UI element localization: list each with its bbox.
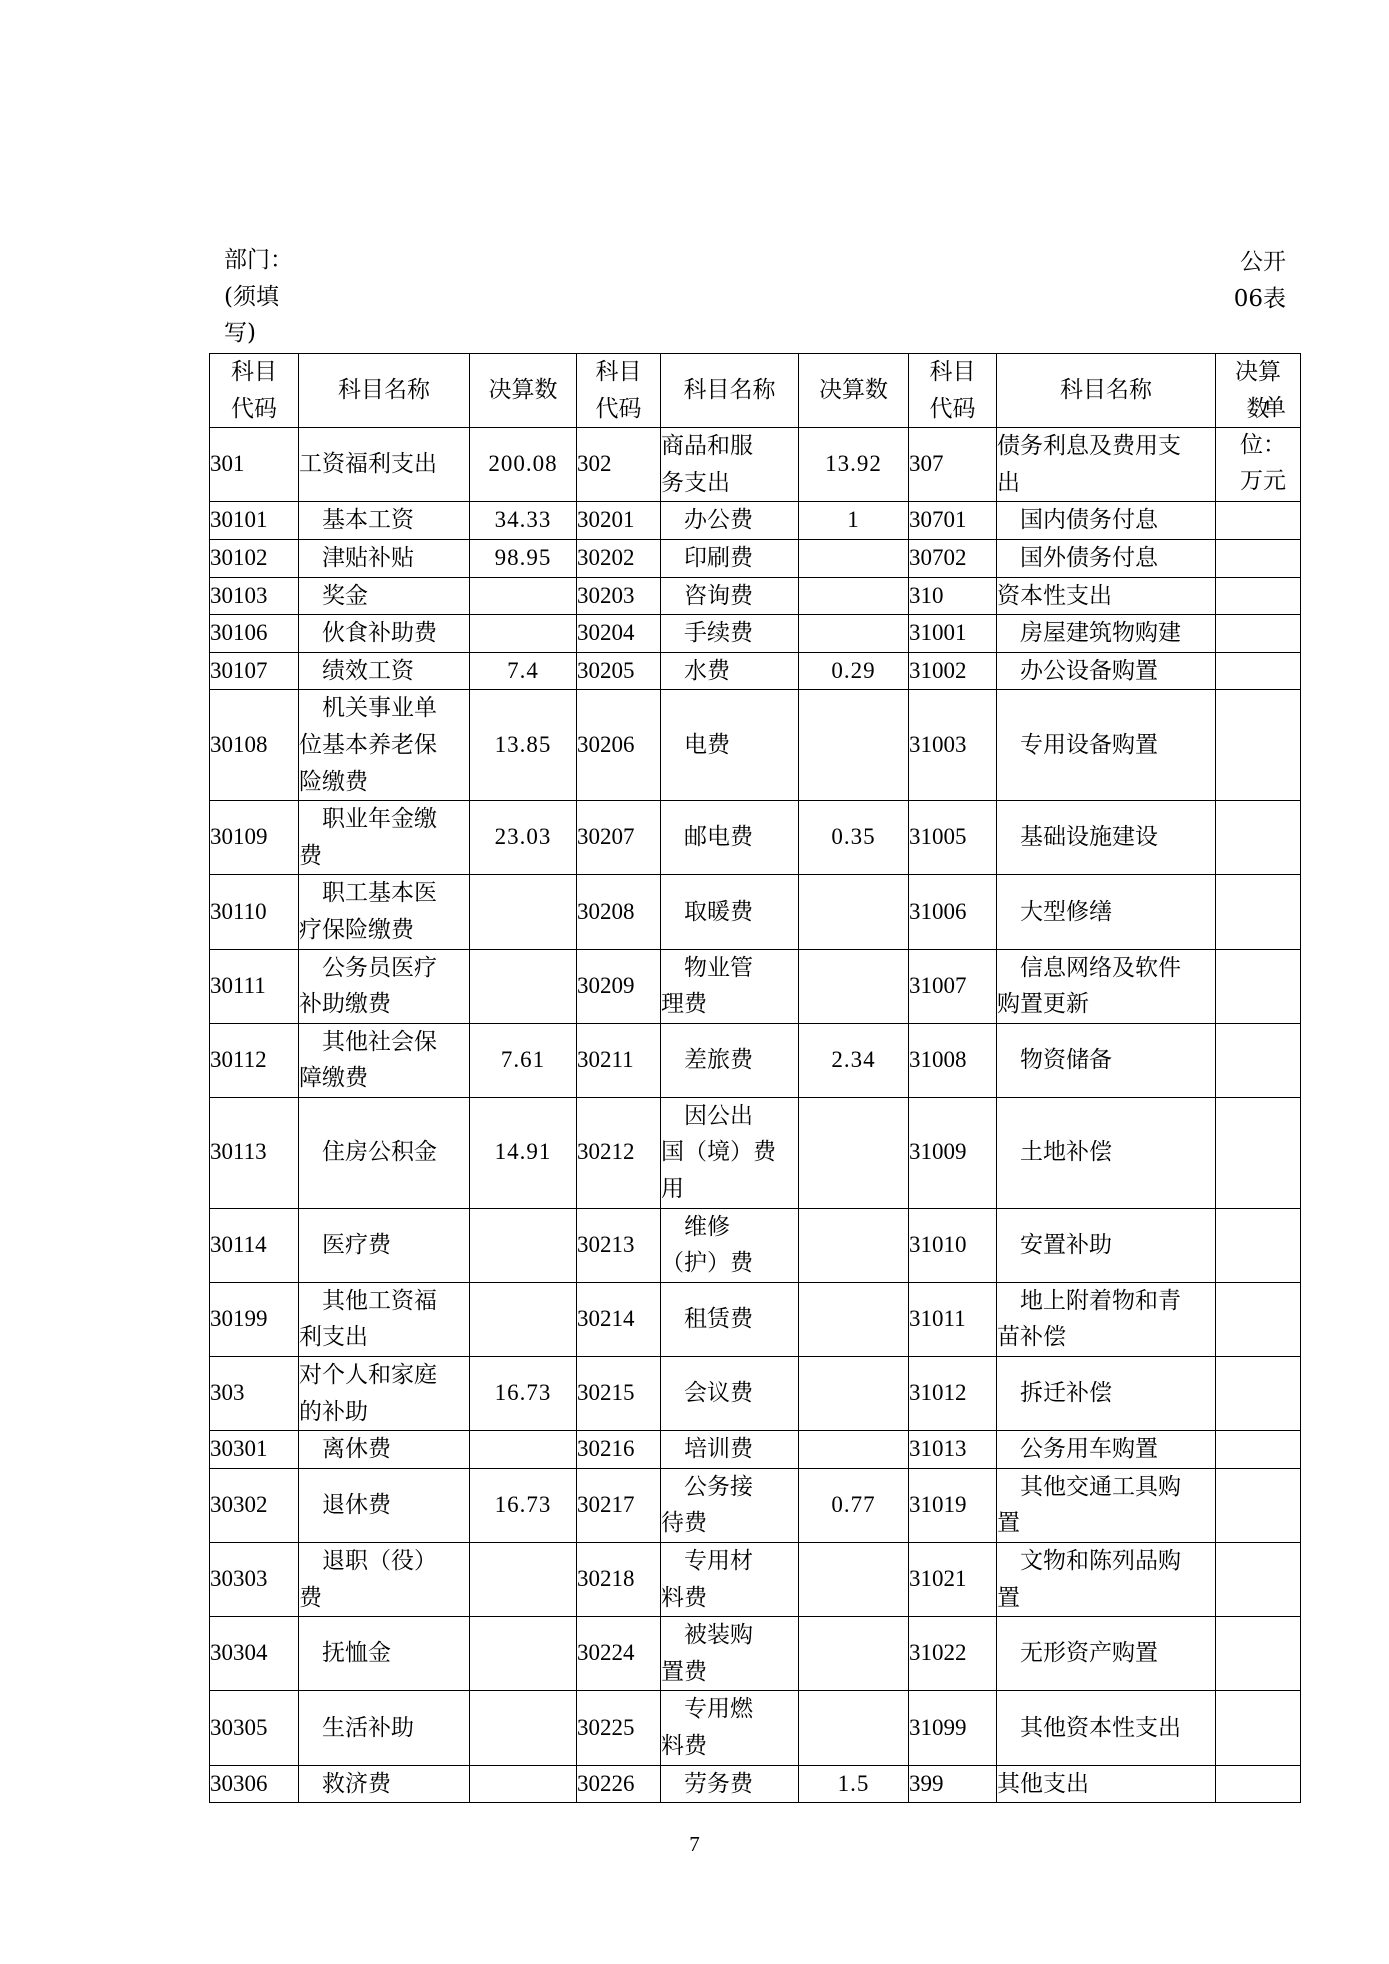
item-name-cell: 咨询费 [661, 577, 799, 615]
item-amount-cell [470, 1691, 577, 1765]
item-amount-cell: 0.77 [799, 1468, 909, 1542]
item-amount-cell: 13.85 [470, 690, 577, 801]
item-amount-cell [1216, 949, 1301, 1023]
item-code-cell: 30224 [577, 1617, 661, 1691]
item-code-cell: 31011 [909, 1282, 997, 1356]
table-row [210, 577, 1301, 615]
item-code-cell: 31009 [909, 1097, 997, 1208]
item-name-cell: 住房公积金 [299, 1097, 470, 1208]
item-amount-cell [470, 1765, 577, 1803]
item-code-cell: 310 [909, 577, 997, 615]
item-amount-cell: 7.61 [470, 1023, 577, 1097]
item-name-cell: 工资福利支出 [299, 428, 470, 502]
item-code-cell: 31099 [909, 1691, 997, 1765]
item-amount-cell [799, 690, 909, 801]
item-code-cell: 30102 [210, 539, 299, 577]
header-name-cell: 科目名称 [299, 354, 470, 428]
item-amount-cell: 16.73 [470, 1468, 577, 1542]
item-name-cell: 其他资本性支出 [997, 1691, 1216, 1765]
item-code-cell: 30203 [577, 577, 661, 615]
item-amount-cell [1216, 801, 1301, 875]
item-code-cell: 30304 [210, 1617, 299, 1691]
item-code-cell: 30213 [577, 1208, 661, 1282]
item-name-cell: 其他支出 [997, 1765, 1216, 1803]
item-code-cell: 30106 [210, 615, 299, 653]
item-name-cell: 基本工资 [299, 502, 470, 540]
table-row [210, 1357, 1301, 1431]
item-amount-cell [799, 615, 909, 653]
item-code-cell: 31019 [909, 1468, 997, 1542]
item-amount-cell: 1.5 [799, 1765, 909, 1803]
item-amount-cell: 1 [799, 502, 909, 540]
item-amount-cell [470, 577, 577, 615]
item-amount-cell [1216, 1282, 1301, 1356]
table-header-row [210, 354, 1301, 428]
item-name-cell: 奖金 [299, 577, 470, 615]
header-name-cell: 科目名称 [661, 354, 799, 428]
item-name-cell: 专用材 料费 [661, 1543, 799, 1617]
table-row [210, 1468, 1301, 1542]
item-amount-cell: 23.03 [470, 801, 577, 875]
header-amount-cell: 决算 数 [1216, 354, 1301, 428]
table-row [210, 1208, 1301, 1282]
item-code-cell: 30201 [577, 502, 661, 540]
item-name-cell: 国外债务付息 [997, 539, 1216, 577]
item-amount-cell [1216, 502, 1301, 540]
item-code-cell: 301 [210, 428, 299, 502]
item-amount-cell [470, 1282, 577, 1356]
item-code-cell: 30208 [577, 875, 661, 949]
item-code-cell: 30110 [210, 875, 299, 949]
item-amount-cell: 98.95 [470, 539, 577, 577]
item-code-cell: 31022 [909, 1617, 997, 1691]
item-name-cell: 退职（役） 费 [299, 1543, 470, 1617]
item-code-cell: 30301 [210, 1431, 299, 1469]
item-name-cell: 退休费 [299, 1468, 470, 1542]
item-code-cell: 30107 [210, 652, 299, 690]
item-code-cell: 30215 [577, 1357, 661, 1431]
item-name-cell: 物业管 理费 [661, 949, 799, 1023]
item-amount-cell [1216, 428, 1301, 502]
item-name-cell: 伙食补助费 [299, 615, 470, 653]
item-amount-cell [1216, 1208, 1301, 1282]
table-row [210, 615, 1301, 653]
item-code-cell: 30109 [210, 801, 299, 875]
item-code-cell: 30211 [577, 1023, 661, 1097]
item-amount-cell [470, 875, 577, 949]
item-amount-cell [1216, 1023, 1301, 1097]
item-name-cell: 资本性支出 [997, 577, 1216, 615]
item-code-cell: 307 [909, 428, 997, 502]
item-code-cell: 30207 [577, 801, 661, 875]
item-amount-cell [1216, 1543, 1301, 1617]
item-code-cell: 30302 [210, 1468, 299, 1542]
item-amount-cell [470, 1431, 577, 1469]
item-code-cell: 30226 [577, 1765, 661, 1803]
item-name-cell: 房屋建筑物购建 [997, 615, 1216, 653]
item-amount-cell [1216, 1357, 1301, 1431]
item-amount-cell [799, 875, 909, 949]
item-name-cell: 办公设备购置 [997, 652, 1216, 690]
item-code-cell: 30209 [577, 949, 661, 1023]
item-amount-cell [1216, 615, 1301, 653]
item-name-cell: 大型修缮 [997, 875, 1216, 949]
item-name-cell: 基础设施建设 [997, 801, 1216, 875]
item-name-cell: 租赁费 [661, 1282, 799, 1356]
table-row [210, 1431, 1301, 1469]
item-name-cell: 因公出 国（境）费 用 [661, 1097, 799, 1208]
item-amount-cell [799, 577, 909, 615]
header-code-cell: 科目 代码 [577, 354, 661, 428]
table-row [210, 1023, 1301, 1097]
table-row [210, 1282, 1301, 1356]
item-code-cell: 31010 [909, 1208, 997, 1282]
header-amount-cell: 决算数 [470, 354, 577, 428]
item-name-cell: 专用设备购置 [997, 690, 1216, 801]
item-name-cell: 对个人和家庭 的补助 [299, 1357, 470, 1431]
item-code-cell: 30112 [210, 1023, 299, 1097]
item-name-cell: 救济费 [299, 1765, 470, 1803]
item-code-cell: 30199 [210, 1282, 299, 1356]
item-amount-cell [799, 949, 909, 1023]
item-code-cell: 30202 [577, 539, 661, 577]
item-name-cell: 债务利息及费用支 出 [997, 428, 1216, 502]
item-code-cell: 30218 [577, 1543, 661, 1617]
item-code-cell: 30111 [210, 949, 299, 1023]
item-name-cell: 其他工资福 利支出 [299, 1282, 470, 1356]
item-name-cell: 生活补助 [299, 1691, 470, 1765]
item-amount-cell: 0.29 [799, 652, 909, 690]
item-name-cell: 职业年金缴 费 [299, 801, 470, 875]
item-code-cell: 302 [577, 428, 661, 502]
item-amount-cell: 13.92 [799, 428, 909, 502]
item-code-cell: 30306 [210, 1765, 299, 1803]
item-amount-cell [470, 1208, 577, 1282]
item-code-cell: 30113 [210, 1097, 299, 1208]
item-amount-cell [799, 1208, 909, 1282]
item-code-cell: 30205 [577, 652, 661, 690]
item-name-cell: 文物和陈列品购 置 [997, 1543, 1216, 1617]
item-amount-cell [1216, 652, 1301, 690]
item-amount-cell [1216, 1617, 1301, 1691]
item-amount-cell [1216, 577, 1301, 615]
item-name-cell: 其他交通工具购 置 [997, 1468, 1216, 1542]
form-id-label: 公开 06表 [1233, 249, 1286, 312]
table-row [210, 502, 1301, 540]
item-code-cell: 30108 [210, 690, 299, 801]
item-code-cell: 30114 [210, 1208, 299, 1282]
item-name-cell: 物资储备 [997, 1023, 1216, 1097]
item-name-cell: 安置补助 [997, 1208, 1216, 1282]
item-amount-cell [799, 1543, 909, 1617]
item-amount-cell [799, 1357, 909, 1431]
item-amount-cell [799, 1097, 909, 1208]
table-row [210, 1097, 1301, 1208]
item-code-cell: 31007 [909, 949, 997, 1023]
item-amount-cell: 7.4 [470, 652, 577, 690]
item-code-cell: 30702 [909, 539, 997, 577]
item-name-cell: 水费 [661, 652, 799, 690]
item-name-cell: 电费 [661, 690, 799, 801]
item-amount-cell: 2.34 [799, 1023, 909, 1097]
item-name-cell: 会议费 [661, 1357, 799, 1431]
item-code-cell: 30103 [210, 577, 299, 615]
item-name-cell: 医疗费 [299, 1208, 470, 1282]
header-name-cell: 科目名称 [997, 354, 1216, 428]
item-code-cell: 31021 [909, 1543, 997, 1617]
item-name-cell: 公务员医疗 补助缴费 [299, 949, 470, 1023]
table-row [210, 875, 1301, 949]
item-code-cell: 30305 [210, 1691, 299, 1765]
item-amount-cell [1216, 1765, 1301, 1803]
unit-label: 单 位： 万元 [1240, 395, 1286, 494]
table-row [210, 801, 1301, 875]
item-code-cell: 31013 [909, 1431, 997, 1469]
item-name-cell: 地上附着物和青 苗补偿 [997, 1282, 1216, 1356]
item-name-cell: 维修 （护）费 [661, 1208, 799, 1282]
item-amount-cell [1216, 1468, 1301, 1542]
item-amount-cell: 0.35 [799, 801, 909, 875]
item-name-cell: 被装购 置费 [661, 1617, 799, 1691]
table-row [210, 1691, 1301, 1765]
item-code-cell: 399 [909, 1765, 997, 1803]
item-code-cell: 31002 [909, 652, 997, 690]
item-name-cell: 邮电费 [661, 801, 799, 875]
item-amount-cell [799, 1431, 909, 1469]
item-name-cell: 印刷费 [661, 539, 799, 577]
item-amount-cell [1216, 539, 1301, 577]
table-row [210, 1543, 1301, 1617]
item-code-cell: 31003 [909, 690, 997, 801]
item-code-cell: 31008 [909, 1023, 997, 1097]
item-amount-cell [1216, 875, 1301, 949]
expenditure-table [209, 353, 1301, 1803]
item-amount-cell [1216, 1691, 1301, 1765]
item-name-cell: 专用燃 料费 [661, 1691, 799, 1765]
item-amount-cell [1216, 1431, 1301, 1469]
item-amount-cell [1216, 690, 1301, 801]
item-name-cell: 商品和服 务支出 [661, 428, 799, 502]
header-amount-cell: 决算数 [799, 354, 909, 428]
item-amount-cell [799, 1282, 909, 1356]
item-amount-cell [470, 1543, 577, 1617]
item-name-cell: 土地补偿 [997, 1097, 1216, 1208]
item-code-cell: 303 [210, 1357, 299, 1431]
item-name-cell: 培训费 [661, 1431, 799, 1469]
item-name-cell: 办公费 [661, 502, 799, 540]
department-label: 部门： (须填 写) [224, 247, 293, 346]
header-code-cell: 科目 代码 [210, 354, 299, 428]
item-code-cell: 30303 [210, 1543, 299, 1617]
item-code-cell: 30101 [210, 502, 299, 540]
table-row [210, 652, 1301, 690]
item-amount-cell [470, 1617, 577, 1691]
item-code-cell: 31012 [909, 1357, 997, 1431]
item-name-cell: 拆迁补偿 [997, 1357, 1216, 1431]
item-code-cell: 31006 [909, 875, 997, 949]
item-name-cell: 离休费 [299, 1431, 470, 1469]
table-row [210, 1765, 1301, 1803]
item-code-cell: 30217 [577, 1468, 661, 1542]
item-name-cell: 劳务费 [661, 1765, 799, 1803]
item-code-cell: 31005 [909, 801, 997, 875]
item-name-cell: 其他社会保 障缴费 [299, 1023, 470, 1097]
item-code-cell: 30216 [577, 1431, 661, 1469]
item-name-cell: 公务接 待费 [661, 1468, 799, 1542]
item-name-cell: 机关事业单 位基本养老保 险缴费 [299, 690, 470, 801]
table-row [210, 428, 1301, 502]
item-amount-cell: 14.91 [470, 1097, 577, 1208]
item-code-cell: 30225 [577, 1691, 661, 1765]
table-row [210, 690, 1301, 801]
item-amount-cell: 16.73 [470, 1357, 577, 1431]
item-amount-cell [470, 615, 577, 653]
item-name-cell: 职工基本医 疗保险缴费 [299, 875, 470, 949]
item-name-cell: 公务用车购置 [997, 1431, 1216, 1469]
item-code-cell: 30212 [577, 1097, 661, 1208]
item-code-cell: 30206 [577, 690, 661, 801]
item-amount-cell [1216, 1097, 1301, 1208]
item-name-cell: 抚恤金 [299, 1617, 470, 1691]
header-code-cell: 科目 代码 [909, 354, 997, 428]
item-code-cell: 30701 [909, 502, 997, 540]
item-code-cell: 30214 [577, 1282, 661, 1356]
item-name-cell: 无形资产购置 [997, 1617, 1216, 1691]
table-row [210, 539, 1301, 577]
item-amount-cell [470, 949, 577, 1023]
item-amount-cell [799, 539, 909, 577]
item-name-cell: 信息网络及软件 购置更新 [997, 949, 1216, 1023]
item-amount-cell [799, 1617, 909, 1691]
table-row [210, 949, 1301, 1023]
item-name-cell: 国内债务付息 [997, 502, 1216, 540]
item-code-cell: 31001 [909, 615, 997, 653]
page-number: 7 [689, 1832, 700, 1856]
item-name-cell: 手续费 [661, 615, 799, 653]
item-name-cell: 津贴补贴 [299, 539, 470, 577]
table-row [210, 1617, 1301, 1691]
item-code-cell: 30204 [577, 615, 661, 653]
item-amount-cell: 200.08 [470, 428, 577, 502]
item-amount-cell [799, 1691, 909, 1765]
item-name-cell: 取暖费 [661, 875, 799, 949]
table-body [210, 428, 1301, 1803]
item-name-cell: 绩效工资 [299, 652, 470, 690]
item-amount-cell: 34.33 [470, 502, 577, 540]
item-name-cell: 差旅费 [661, 1023, 799, 1097]
